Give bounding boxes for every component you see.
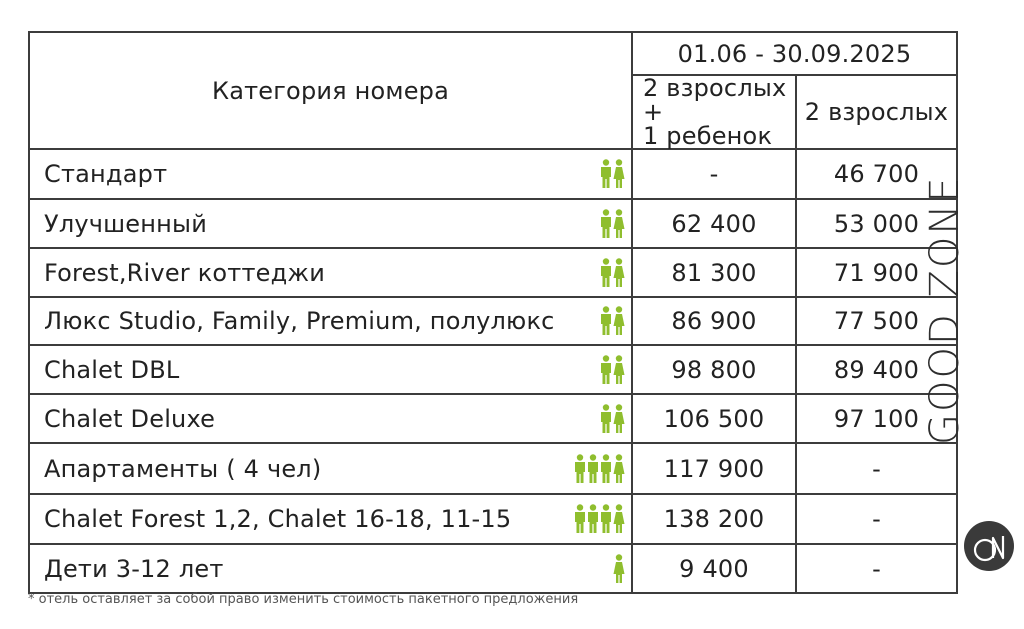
man-icon: [600, 306, 612, 336]
price-two-adults: -: [796, 443, 957, 494]
woman-icon: [613, 258, 625, 288]
room-category-name: Стандарт: [44, 160, 168, 188]
table-row: [29, 149, 957, 199]
table-row: [29, 199, 957, 248]
price-two-adults: -: [796, 544, 957, 593]
price-two-adults: 53 000: [796, 199, 957, 248]
guests-icon-group: [600, 159, 625, 189]
room-category-name: Дети 3-12 лет: [44, 554, 224, 583]
table-row: [29, 248, 957, 297]
room-category-cell: [29, 494, 632, 544]
brand-name: GOOD ZONE: [922, 175, 968, 445]
man-icon: [600, 258, 612, 288]
price-two-adults-child: 62 400: [632, 199, 796, 248]
woman-icon: [613, 355, 625, 385]
price-two-adults: -: [796, 494, 957, 544]
price-two-adults-child: -: [632, 149, 796, 199]
table-row: [29, 394, 957, 443]
price-two-adults: 46 700: [796, 149, 957, 199]
woman-icon: [613, 404, 625, 434]
table-body: [29, 149, 957, 593]
room-category-name: Люкс Studio, Family, Premium, полулюкс: [44, 307, 555, 335]
price-two-adults-child: 117 900: [632, 443, 796, 494]
man-icon: [574, 504, 586, 534]
price-two-adults-child: 81 300: [632, 248, 796, 297]
woman-icon: [613, 209, 625, 239]
guests-icon-group: [600, 355, 625, 385]
room-category-cell: [29, 297, 632, 345]
price-two-adults-child: 9 400: [632, 544, 796, 593]
man-icon: [587, 454, 599, 484]
price-two-adults-child: 138 200: [632, 494, 796, 544]
room-category-cell: [29, 345, 632, 394]
price-two-adults: 97 100: [796, 394, 957, 443]
category-header: Категория номера: [29, 32, 632, 149]
man-icon: [600, 355, 612, 385]
price-two-adults: 77 500: [796, 297, 957, 345]
period-header: 01.06 - 30.09.2025: [632, 32, 957, 75]
price-two-adults: 89 400: [796, 345, 957, 394]
table-row: [29, 494, 957, 544]
man-icon: [574, 454, 586, 484]
room-category-name: Улучшенный: [44, 209, 208, 238]
room-category-cell: [29, 443, 632, 494]
col-two-adults-child-header: 2 взрослых + 1 ребенок: [632, 75, 796, 149]
guests-icon-group: [600, 209, 625, 239]
room-category-cell: [29, 149, 632, 199]
table-row: [29, 544, 957, 593]
room-category-name: Апартаменты ( 4 чел): [44, 454, 322, 483]
col-two-adults-header: 2 взрослых: [796, 75, 957, 149]
guests-icon-group: [600, 404, 625, 434]
woman-icon: [613, 504, 625, 534]
room-category-cell: [29, 394, 632, 443]
table-row: [29, 297, 957, 345]
guests-icon-group: [574, 454, 625, 484]
room-category-name: Forest,River коттеджи: [44, 258, 326, 287]
room-category-name: Chalet Forest 1,2, Chalet 16-18, 11-15: [44, 505, 512, 533]
room-category-name: Chalet DBL: [44, 355, 180, 384]
table-row: [29, 443, 957, 494]
room-category-cell: [29, 248, 632, 297]
room-category-cell: [29, 544, 632, 593]
man-icon: [587, 504, 599, 534]
price-two-adults-child: 86 900: [632, 297, 796, 345]
footnote: * отель оставляет за собой право изменить стоимость пакетного предложения: [28, 592, 579, 607]
man-icon: [600, 504, 612, 534]
price-two-adults-child: 98 800: [632, 345, 796, 394]
price-two-adults-child: 106 500: [632, 394, 796, 443]
price-two-adults: 71 900: [796, 248, 957, 297]
woman-icon: [613, 306, 625, 336]
guests-icon-group: [613, 554, 625, 584]
guests-icon-group: [600, 306, 625, 336]
woman-icon: [613, 554, 625, 584]
woman-icon: [613, 454, 625, 484]
man-icon: [600, 454, 612, 484]
man-icon: [600, 209, 612, 239]
brand-logo-icon: [963, 520, 1015, 572]
guests-icon-group: [600, 258, 625, 288]
table-row: [29, 345, 957, 394]
man-icon: [600, 159, 612, 189]
room-category-cell: [29, 199, 632, 248]
guests-icon-group: [574, 504, 625, 534]
man-icon: [600, 404, 612, 434]
room-category-name: Chalet Deluxe: [44, 404, 216, 433]
price-table: [28, 31, 958, 594]
woman-icon: [613, 159, 625, 189]
